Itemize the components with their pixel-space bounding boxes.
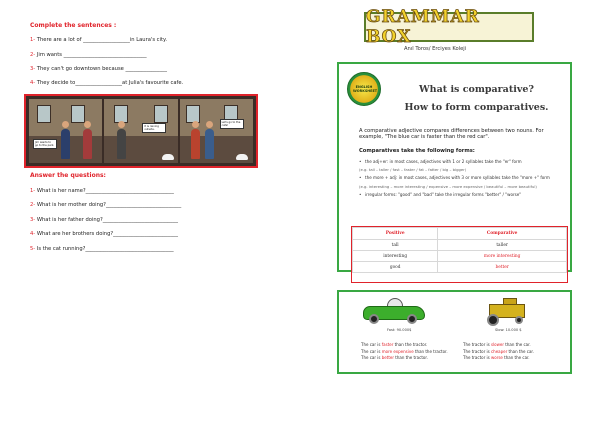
answer-title: Answer the questions: bbox=[30, 172, 106, 179]
rule-item: • the more + adj: in most cases, adjectives with 3 or more syllables take the "more +" form bbox=[359, 175, 565, 180]
comic-panel-1 bbox=[29, 99, 102, 163]
sentence-start: The tractor is bbox=[463, 355, 491, 360]
rule-item: • the adj+er: in most cases, adjectives with 1 or 2 syllables take the "er" form bbox=[359, 159, 565, 164]
comparative-word: worse bbox=[490, 355, 503, 360]
car-comparison-card bbox=[337, 290, 572, 374]
table-cell: tall bbox=[353, 240, 438, 251]
table-header-positive: Positive bbox=[353, 228, 438, 240]
rule-example: (e.g. interesting – more interesting / expensive – more expensive / beautiful – more beautiful) bbox=[359, 183, 537, 189]
badge-label: ENGLISH WORKSHEET bbox=[353, 85, 378, 93]
sentence-start: The car is bbox=[361, 348, 382, 354]
author-line: Anıl Toros/ Erciyes Koleji bbox=[404, 46, 467, 52]
question-number: 3- bbox=[30, 216, 36, 223]
sentence-text: They can't go downtown because ________________ bbox=[36, 65, 167, 72]
complete-title: Complete the sentences : bbox=[30, 22, 117, 29]
question-line bbox=[30, 202, 270, 208]
comparative-word: slower bbox=[490, 342, 505, 347]
sentence-text: Jim wants ________________________________ bbox=[36, 51, 147, 58]
car-price: Fast: 90.000$ bbox=[387, 328, 412, 332]
sentence-end: than the car. bbox=[504, 342, 531, 347]
question-text: What is her mother doing?_____________________________ bbox=[36, 202, 182, 208]
person-figure bbox=[83, 129, 92, 159]
person-figure bbox=[61, 129, 70, 159]
forms-title: Comparatives take the following forms: bbox=[359, 148, 475, 154]
question-text: Is the cat running?__________________________________ bbox=[36, 245, 174, 252]
sentence-number: 3- bbox=[30, 65, 36, 72]
sentence-start: The tractor is bbox=[463, 348, 491, 354]
car-sentences bbox=[361, 342, 461, 362]
sentence-text: There are a lot of __________________in Laura's city. bbox=[36, 37, 167, 44]
sentence-end: than the tractor. bbox=[413, 348, 448, 354]
person-figure bbox=[117, 129, 126, 159]
table-cell: taller bbox=[438, 240, 567, 251]
table-row bbox=[353, 262, 567, 273]
sentence-line bbox=[30, 37, 270, 43]
table-header-comparative: Comparative bbox=[438, 228, 567, 240]
comparative-word: better bbox=[381, 355, 394, 360]
comparative-word: more expensive bbox=[381, 348, 414, 354]
race-car-icon bbox=[363, 298, 425, 324]
sentence-end: than the car. bbox=[502, 355, 530, 360]
english-badge-icon bbox=[347, 72, 381, 106]
question-text: What is her father doing?_____________________________ bbox=[36, 216, 178, 223]
card-title-2: How to form comparatives. bbox=[404, 102, 549, 113]
speech-bubble: Jim wants to go to the park. bbox=[33, 139, 57, 149]
table-cell: interesting bbox=[353, 251, 438, 262]
comparative-word: cheaper bbox=[490, 348, 508, 354]
rule-item: • irregular forms: "good" and "bad" take the irregular forms "better" / "worse" bbox=[359, 192, 565, 197]
table-row bbox=[353, 240, 567, 251]
person-figure bbox=[205, 129, 214, 159]
cat-figure bbox=[162, 154, 174, 160]
speech-bubble: Let's go to the cafe! bbox=[220, 119, 244, 129]
rules-list bbox=[359, 159, 565, 200]
grammar-box-title: GRAMMAR BOX bbox=[366, 7, 480, 47]
table-cell: good bbox=[353, 262, 438, 273]
question-line bbox=[30, 231, 270, 237]
comic-strip bbox=[24, 94, 258, 168]
tractor-sentences bbox=[463, 342, 563, 362]
sentence-line bbox=[30, 66, 270, 72]
sentence-line bbox=[30, 80, 270, 86]
card-intro: A comparative adjective compares differences between two nouns. For example, "The blue car is faster than the red car". bbox=[359, 128, 544, 141]
sentence-number: 2- bbox=[30, 51, 36, 58]
table-row bbox=[353, 251, 567, 262]
question-line bbox=[30, 188, 270, 194]
comparison-sentence bbox=[463, 355, 563, 362]
comparison-sentence bbox=[361, 355, 461, 362]
person-figure bbox=[191, 129, 200, 159]
speech-bubble: It is raining outside. bbox=[142, 123, 166, 133]
comparative-word: faster bbox=[381, 342, 394, 347]
tractor-icon bbox=[485, 298, 529, 324]
question-text: What is her name?__________________________________ bbox=[36, 187, 174, 194]
cat-figure bbox=[236, 154, 248, 160]
comic-panel-2 bbox=[104, 99, 177, 163]
sentence-end: than the tractor. bbox=[394, 355, 428, 360]
sentence-line bbox=[30, 52, 270, 58]
table-cell: more interesting bbox=[438, 251, 567, 262]
question-text: What are her brothers doing?_________________________ bbox=[36, 231, 178, 237]
tractor-price: Slow: 10.000 $ bbox=[495, 328, 522, 332]
sentence-end: than the tractor. bbox=[393, 342, 428, 347]
sentence-start: The car is bbox=[361, 342, 382, 347]
table-cell: better bbox=[438, 262, 567, 273]
sentence-number: 1- bbox=[30, 37, 36, 44]
comparison-table bbox=[351, 226, 568, 283]
sentence-start: The tractor is bbox=[463, 342, 491, 347]
sentence-text: They decide to__________________at Julia's favourite cafe. bbox=[36, 80, 184, 87]
sentence-start: The car is bbox=[361, 355, 382, 360]
grammar-box-banner bbox=[364, 7, 534, 47]
rule-example: (e.g. tall – taller / fast – faster / fat – fatter / big – bigger) bbox=[359, 167, 467, 173]
question-number: 1- bbox=[30, 187, 36, 194]
comic-panel-3 bbox=[180, 99, 253, 163]
question-line bbox=[30, 217, 270, 223]
complete-section bbox=[30, 22, 270, 86]
question-number: 5- bbox=[30, 245, 36, 252]
sentence-end: than the car. bbox=[507, 348, 534, 354]
question-number: 4- bbox=[30, 231, 36, 237]
answer-section bbox=[30, 172, 270, 252]
sentence-number: 4- bbox=[30, 80, 36, 87]
question-number: 2- bbox=[30, 202, 36, 208]
card-title-1: What is comparative? bbox=[419, 84, 534, 95]
question-line bbox=[30, 246, 270, 252]
